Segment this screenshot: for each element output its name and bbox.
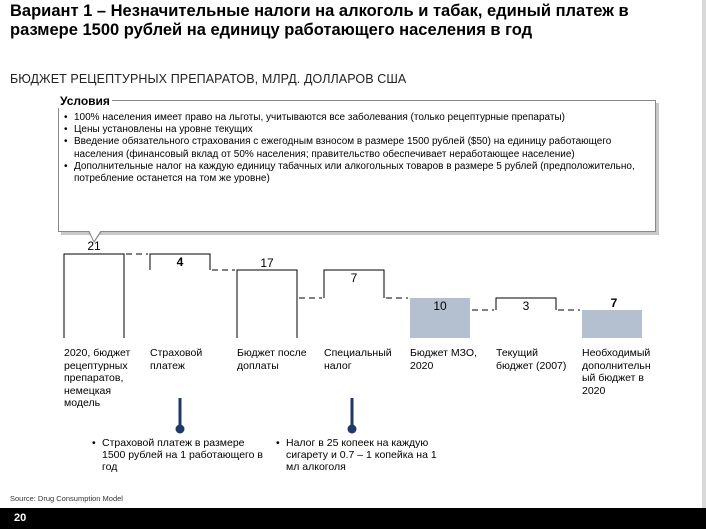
value-label-2: 4 — [176, 255, 184, 269]
source-note: Source: Drug Consumption Model — [10, 494, 123, 503]
condition-item-4-text: Дополнительные налог на каждую единицу табачных или алкогольных товаров в размере 5 рублей (предположительно, потребление останется на том же уровне) — [74, 160, 635, 185]
condition-item — [64, 136, 652, 160]
chart-value-labels — [87, 239, 617, 313]
category-line: Специальный — [324, 347, 392, 359]
category-line: платеж — [150, 359, 185, 372]
bar-3 — [237, 270, 297, 338]
category-label-special-tax — [324, 347, 414, 372]
category-line: налог — [324, 359, 352, 372]
callout-insurance-text: Страховой платеж в размере 1500 рублей на 1 работающего в год — [102, 437, 263, 473]
value-label-5: 10 — [433, 299, 447, 313]
category-line: 2020, бюджет — [64, 347, 131, 359]
callout-marker-2 — [348, 398, 357, 434]
condition-item-3-text: Введение обязательного страхования с ежегодным взносом в размере 1500 рублей ($50) на единицу работающего населения (финансовый вклад от 50% населения; правительство обеспечивает неработающее население) — [74, 136, 612, 160]
category-label-after-payment — [237, 347, 327, 372]
category-label-required-budget — [582, 347, 670, 397]
category-line: модель — [64, 397, 101, 409]
bar-7 — [582, 310, 642, 338]
category-line: бюджет (2007) — [496, 359, 567, 372]
callout-markers — [176, 398, 357, 434]
category-label-mzo-budget — [410, 347, 500, 372]
category-line: ый бюджет в — [582, 372, 644, 384]
conditions-box-pointer-inner — [89, 230, 101, 241]
chart-connectors — [64, 254, 642, 338]
value-label-7: 7 — [610, 296, 618, 310]
callout-insurance — [92, 437, 264, 473]
value-label-4: 7 — [350, 271, 358, 285]
category-label-german-model — [64, 347, 148, 410]
condition-item — [64, 124, 652, 136]
callout-special-tax — [276, 437, 448, 473]
value-label-6: 3 — [522, 299, 530, 313]
category-line: препаратов, — [64, 372, 124, 384]
page-number: 20 — [14, 512, 27, 524]
bar-1 — [64, 254, 124, 338]
category-line: Бюджет после — [237, 347, 307, 359]
category-line: рецептурных — [64, 359, 128, 372]
condition-item-2-text: Цены установлены на уровне текущих — [74, 124, 253, 136]
category-line: немецкая — [64, 384, 112, 397]
category-line: 2020 — [410, 359, 434, 372]
conditions-title: Условия — [60, 94, 110, 108]
category-line: Текущий — [496, 347, 538, 359]
slide-title: Вариант 1 – Незначительные налоги на алкоголь и табак, единый платеж в размере 1500 рублей на единицу работающего населения в год — [10, 2, 629, 39]
condition-item-1-text: 100% населения имеет право на льготы, учитываются все заболевания (только рецептурные препараты) — [74, 112, 565, 123]
callout-marker-dot — [348, 425, 357, 434]
category-label-insurance — [150, 347, 234, 372]
value-label-1: 21 — [87, 239, 101, 253]
chart-bars — [64, 254, 642, 338]
category-line: Бюджет МЗО, — [410, 347, 477, 359]
callout-marker-dot — [176, 425, 185, 434]
condition-item — [64, 112, 652, 124]
category-line: доплаты — [237, 359, 279, 372]
category-line: дополнительн — [582, 359, 651, 372]
value-label-3: 17 — [260, 256, 274, 270]
condition-item — [64, 161, 652, 185]
chart-subtitle: БЮДЖЕТ РЕЦЕПТУРНЫХ ПРЕПАРАТОВ, МЛРД. ДОЛЛАРОВ США — [10, 72, 407, 86]
category-line: 2020 — [582, 384, 606, 397]
callout-marker-1 — [176, 398, 185, 434]
callout-special-tax-text: Налог в 25 копеек на каждую сигарету и 0.7 – 1 копейка на 1 мл алкоголя — [286, 437, 437, 473]
category-line: Страховой — [150, 347, 203, 359]
conditions-list — [64, 112, 652, 185]
category-line: Необходимый — [582, 347, 651, 359]
category-label-current-budget — [496, 347, 582, 372]
footer-bar — [0, 508, 706, 529]
